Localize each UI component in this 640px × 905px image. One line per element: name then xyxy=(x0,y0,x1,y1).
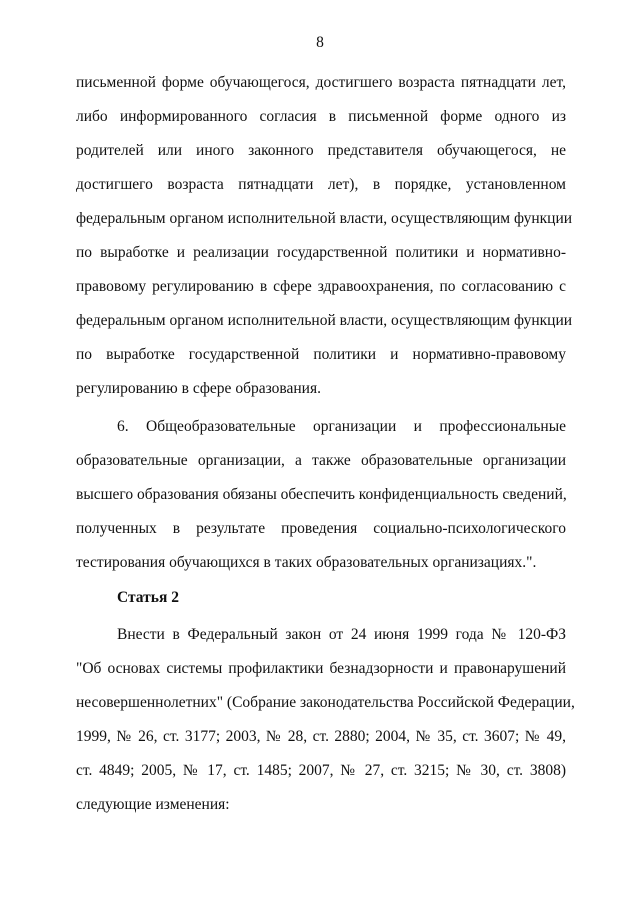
text-line: высшего образования обязаны обеспечить конфиденциальность сведений, xyxy=(76,486,567,503)
text-line: Внести в Федеральный закон от 24 июня 1999 года № 120-ФЗ xyxy=(117,626,566,643)
text-line: письменной форме обучающегося, достигшего возраста пятнадцати лет, xyxy=(76,74,566,91)
paragraph-continuation xyxy=(76,66,573,406)
text-line: регулированию в сфере образования. xyxy=(76,380,321,397)
text-line: следующие изменения: xyxy=(76,796,230,813)
text-line: тестирования обучающихся в таких образовательных организациях.". xyxy=(76,554,537,571)
article-heading: Статья 2 xyxy=(117,589,179,606)
text-line: 6. Общеобразовательные организации и профессиональные xyxy=(117,418,566,435)
paragraph-item-6 xyxy=(76,410,566,580)
text-line: ст. 4849; 2005, № 17, ст. 1485; 2007, № 27, ст. 3215; № 30, ст. 3808) xyxy=(76,762,566,779)
text-line: несовершеннолетних" (Собрание законодательства Российской Федерации, xyxy=(76,694,575,711)
text-line: либо информированного согласия в письменной форме одного из xyxy=(76,108,566,125)
text-line: "Об основах системы профилактики безнадзорности и правонарушений xyxy=(76,660,566,677)
text-line: по выработке и реализации государственной политики и нормативно- xyxy=(76,244,566,261)
text-line: образовательные организации, а также образовательные организации xyxy=(76,452,566,469)
page-number: 8 xyxy=(316,34,324,51)
text-line: по выработке государственной политики и нормативно-правовому xyxy=(76,346,566,363)
paragraph-article-2 xyxy=(76,618,575,822)
text-line: 1999, № 26, ст. 3177; 2003, № 28, ст. 2880; 2004, № 35, ст. 3607; № 49, xyxy=(76,728,566,745)
text-line: достигшего возраста пятнадцати лет), в порядке, установленном xyxy=(76,176,566,193)
text-line: полученных в результате проведения социально-психологического xyxy=(76,520,566,537)
text-line: федеральным органом исполнительной власти, осуществляющим функции xyxy=(76,312,573,329)
text-line: федеральным органом исполнительной власти, осуществляющим функции xyxy=(76,210,573,227)
text-line: родителей или иного законного представителя обучающегося, не xyxy=(76,142,566,159)
text-line: правовому регулированию в сфере здравоохранения, по согласованию с xyxy=(76,278,566,295)
